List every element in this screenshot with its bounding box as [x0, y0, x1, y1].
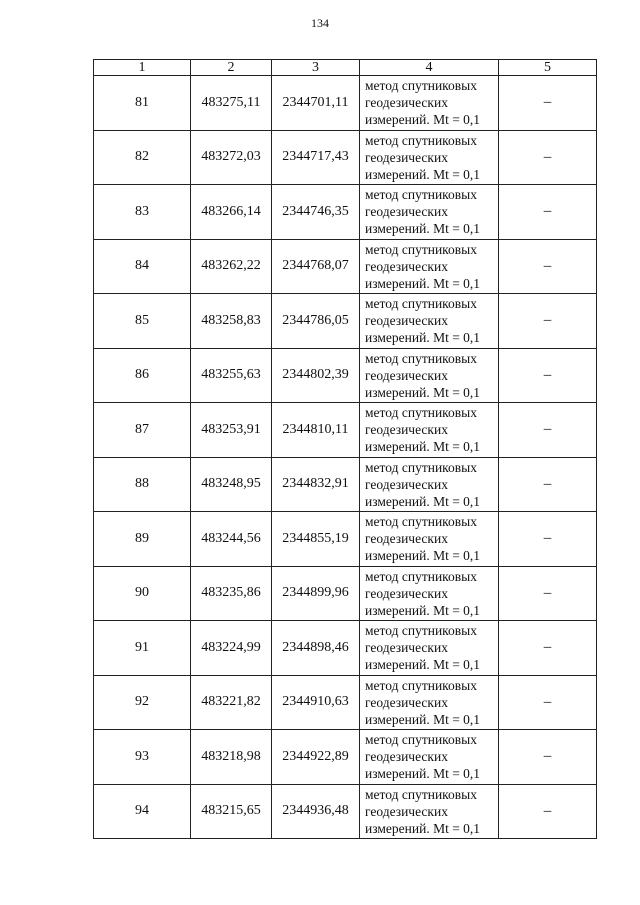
coordinate-x-cell: 483224,99 — [191, 621, 272, 676]
coordinate-x-cell: 483235,86 — [191, 566, 272, 621]
method-cell — [360, 457, 499, 512]
method-text-line: метод спутниковых — [365, 732, 477, 747]
coordinate-y-cell: 2344910,63 — [272, 675, 360, 730]
method-text-line: метод спутниковых — [365, 459, 477, 475]
point-number-cell: 93 — [94, 730, 191, 785]
method-text-line: геодезических — [365, 313, 448, 328]
method-cell — [360, 130, 499, 185]
method-cell — [360, 185, 499, 240]
note-cell: – — [499, 512, 597, 567]
point-number-cell: 88 — [94, 457, 191, 512]
coordinate-y-cell: 2344832,91 — [272, 457, 360, 512]
note-cell: – — [499, 348, 597, 403]
method-text-line: метод спутниковых — [365, 405, 477, 420]
method-cell — [360, 403, 499, 458]
note-cell: – — [499, 239, 597, 294]
point-number-cell: 91 — [94, 621, 191, 676]
table-row — [94, 566, 597, 621]
point-number-cell: 87 — [94, 403, 191, 458]
point-number-cell: 82 — [94, 130, 191, 185]
table-row — [94, 675, 597, 730]
note-cell: – — [499, 566, 597, 621]
note-cell: – — [499, 621, 597, 676]
note-cell: – — [499, 294, 597, 349]
coordinate-x-cell: 483266,14 — [191, 185, 272, 240]
method-cell — [360, 294, 499, 349]
method-text-line: метод спутниковых — [365, 241, 477, 257]
point-number-cell: 92 — [94, 675, 191, 730]
table-row — [94, 130, 597, 185]
point-number-cell: 83 — [94, 185, 191, 240]
method-text-line: геодезических — [365, 694, 448, 710]
method-text-line: измерений. Mt = 0,1 — [365, 221, 481, 236]
point-number-cell: 94 — [94, 784, 191, 839]
method-text-line: метод спутниковых — [365, 296, 477, 311]
note-cell: – — [499, 784, 597, 839]
point-number-cell: 84 — [94, 239, 191, 294]
method-text-line: метод спутниковых — [365, 187, 477, 202]
coordinate-x-cell: 483253,91 — [191, 403, 272, 458]
method-text-line: геодезических — [365, 803, 448, 819]
method-text-line: геодезических — [365, 258, 448, 274]
coordinate-y-cell: 2344898,46 — [272, 621, 360, 676]
column-header: 5 — [499, 60, 597, 76]
method-cell — [360, 675, 499, 730]
table-row — [94, 403, 597, 458]
coordinate-x-cell: 483258,83 — [191, 294, 272, 349]
method-text-line: измерений. Mt = 0,1 — [365, 439, 481, 454]
page-number: 134 — [311, 16, 329, 30]
method-text-line: измерений. Mt = 0,1 — [365, 602, 481, 618]
note-cell: – — [499, 675, 597, 730]
point-number-cell: 81 — [94, 76, 191, 131]
table-row — [94, 185, 597, 240]
column-header: 3 — [272, 60, 360, 76]
method-text-line: измерений. Mt = 0,1 — [365, 384, 481, 400]
note-cell: – — [499, 130, 597, 185]
column-header: 4 — [360, 60, 499, 76]
method-text-line: измерений. Mt = 0,1 — [365, 166, 481, 182]
table-row — [94, 512, 597, 567]
method-cell — [360, 621, 499, 676]
method-text-line: геодезических — [365, 422, 448, 437]
table-row — [94, 348, 597, 403]
method-text-line: геодезических — [365, 749, 448, 764]
note-cell: – — [499, 76, 597, 131]
method-text-line: измерений. Mt = 0,1 — [365, 275, 481, 291]
coordinate-x-cell: 483244,56 — [191, 512, 272, 567]
coordinate-x-cell: 483272,03 — [191, 130, 272, 185]
table-row — [94, 621, 597, 676]
coordinate-y-cell: 2344802,39 — [272, 348, 360, 403]
coordinate-x-cell: 483218,98 — [191, 730, 272, 785]
table-row — [94, 76, 597, 131]
method-text-line: метод спутниковых — [365, 132, 477, 148]
method-text-line: метод спутниковых — [365, 677, 477, 693]
method-text-line: геодезических — [365, 204, 448, 219]
method-cell — [360, 784, 499, 839]
method-text-line: измерений. Mt = 0,1 — [365, 657, 481, 672]
method-cell — [360, 512, 499, 567]
method-text-line: метод спутниковых — [365, 78, 477, 93]
point-number-cell: 89 — [94, 512, 191, 567]
table-row — [94, 239, 597, 294]
method-cell — [360, 76, 499, 131]
method-text-line: метод спутниковых — [365, 623, 477, 638]
coordinate-y-cell: 2344922,89 — [272, 730, 360, 785]
method-text-line: метод спутниковых — [365, 350, 477, 366]
coordinate-x-cell: 483221,82 — [191, 675, 272, 730]
method-text-line: геодезических — [365, 531, 448, 546]
table-row — [94, 730, 597, 785]
coordinate-x-cell: 483248,95 — [191, 457, 272, 512]
column-header: 2 — [191, 60, 272, 76]
table-row — [94, 457, 597, 512]
method-text-line: измерений. Mt = 0,1 — [365, 820, 481, 836]
note-cell: – — [499, 730, 597, 785]
note-cell: – — [499, 403, 597, 458]
coordinate-x-cell: 483255,63 — [191, 348, 272, 403]
coordinate-x-cell: 483275,11 — [191, 76, 272, 131]
method-text-line: геодезических — [365, 476, 448, 492]
point-number-cell: 85 — [94, 294, 191, 349]
header-row — [94, 60, 597, 76]
method-cell — [360, 566, 499, 621]
method-text-line: измерений. Mt = 0,1 — [365, 548, 481, 563]
point-number-cell: 86 — [94, 348, 191, 403]
method-text-line: измерений. Mt = 0,1 — [365, 711, 481, 727]
method-text-line: геодезических — [365, 95, 448, 110]
method-text-line: измерений. Mt = 0,1 — [365, 493, 481, 509]
coordinate-x-cell: 483262,22 — [191, 239, 272, 294]
method-cell — [360, 348, 499, 403]
coordinate-y-cell: 2344717,43 — [272, 130, 360, 185]
coordinate-y-cell: 2344810,11 — [272, 403, 360, 458]
coordinate-x-cell: 483215,65 — [191, 784, 272, 839]
table-header — [94, 60, 597, 76]
table-row — [94, 294, 597, 349]
coordinate-y-cell: 2344786,05 — [272, 294, 360, 349]
method-text-line: метод спутниковых — [365, 786, 477, 802]
method-text-line: метод спутниковых — [365, 568, 477, 584]
method-cell — [360, 730, 499, 785]
method-text-line: измерений. Mt = 0,1 — [365, 766, 481, 781]
coordinate-y-cell: 2344746,35 — [272, 185, 360, 240]
coordinate-y-cell: 2344768,07 — [272, 239, 360, 294]
coordinate-y-cell: 2344936,48 — [272, 784, 360, 839]
method-text-line: метод спутниковых — [365, 514, 477, 529]
column-header: 1 — [94, 60, 191, 76]
table-body — [94, 76, 597, 839]
table-row — [94, 784, 597, 839]
coordinate-y-cell: 2344855,19 — [272, 512, 360, 567]
method-cell — [360, 239, 499, 294]
method-text-line: геодезических — [365, 585, 448, 601]
method-text-line: измерений. Mt = 0,1 — [365, 112, 481, 127]
point-number-cell: 90 — [94, 566, 191, 621]
coordinates-table — [93, 59, 597, 839]
note-cell: – — [499, 457, 597, 512]
method-text-line: геодезических — [365, 149, 448, 165]
note-cell: – — [499, 185, 597, 240]
coordinate-y-cell: 2344899,96 — [272, 566, 360, 621]
method-text-line: геодезических — [365, 367, 448, 383]
method-text-line: геодезических — [365, 640, 448, 655]
method-text-line: измерений. Mt = 0,1 — [365, 330, 481, 345]
coordinate-y-cell: 2344701,11 — [272, 76, 360, 131]
